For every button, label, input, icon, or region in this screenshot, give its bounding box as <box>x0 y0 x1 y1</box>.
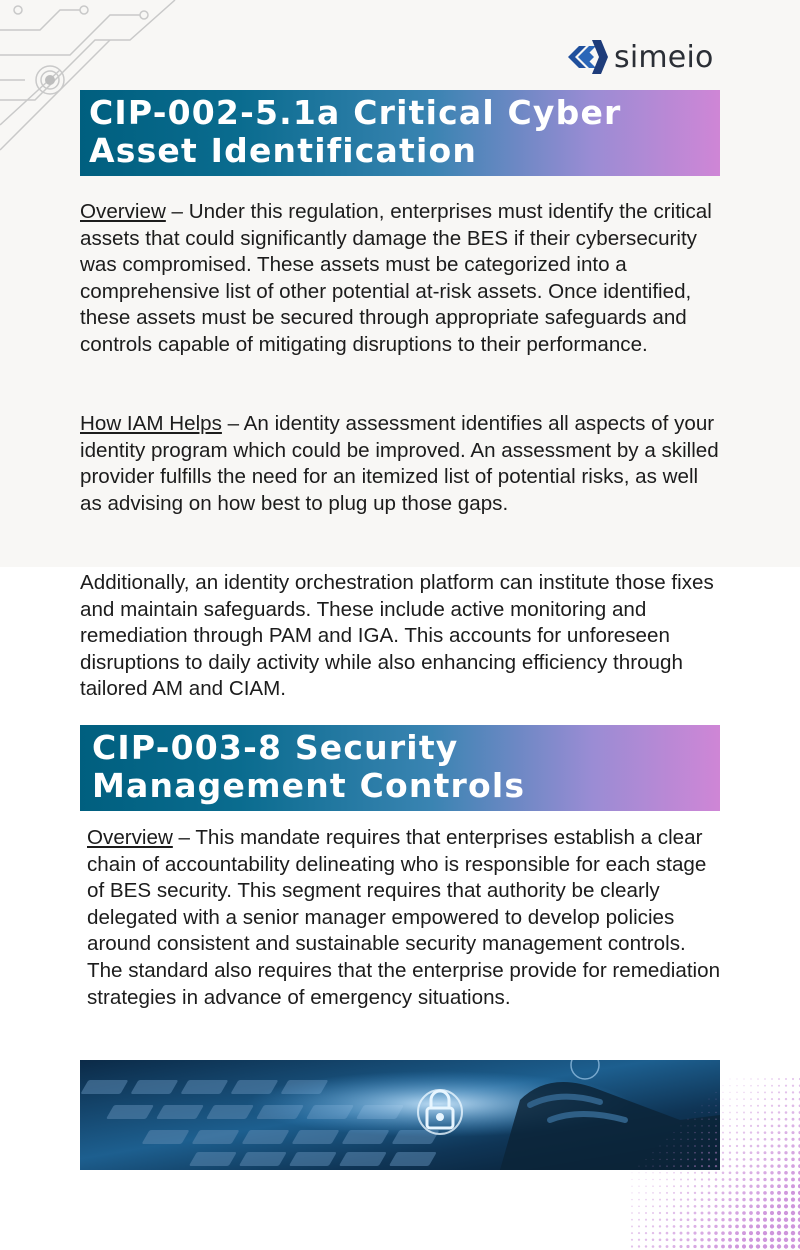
section1-title-line2: Asset Identification <box>89 131 478 170</box>
additional-paragraph: Additionally, an identity orchestration platform can institute those fixes and maintain safeguards. These include active monitoring and remediation through PAM and IGA. This accounts for unforeseen disruptions to daily activity while also enhancing efficiency through tailored AM and CIAM. <box>80 571 714 701</box>
overview-label: Overview <box>80 200 166 223</box>
section2-overview-label: Overview <box>87 826 173 849</box>
how-iam-helps-text: – An identity assessment identifies all aspects of your identity program which could be improved. An assessment by a skilled provider fulfills the need for an itemized list of potential risks, as well as advising on how best to plug up those gaps. <box>80 412 719 515</box>
brand-name: simeio <box>614 39 714 75</box>
section2-overview-paragraph <box>87 825 722 1011</box>
section2-overview-text: – This mandate requires that enterprises establish a clear chain of accountability delineating who is responsible for each stage of BES security. This segment requires that authority be clearly delegated with a senior manager empowered to develop policies around consistent and sustainable security management controls. The standard also requires that the enterprise provide for remediation strategies in advance of emergency situations. <box>87 826 721 1009</box>
security-keyboard-photo <box>80 1060 720 1170</box>
simeio-logo-icon <box>566 36 610 78</box>
section2-title-line2: Management Controls <box>92 766 526 805</box>
dot-pattern <box>628 1075 800 1250</box>
overview-text: – Under this regulation, enterprises must identify the critical assets that could significantly damage the BES if their cybersecurity was compromised. These assets must be categorized into a comprehensive list of other potential at-risk assets. Once identified, these assets must be secured through appropriate safeguards and controls capable of mitigating disruptions to their performance. <box>80 200 712 356</box>
section1-title-line1: CIP-002-5.1a Critical Cyber <box>89 93 622 132</box>
section1-overview-paragraph <box>80 199 725 359</box>
how-iam-helps-paragraph <box>80 411 725 517</box>
section2-title-banner <box>80 725 720 811</box>
section2-title-line1: CIP-003-8 Security <box>92 728 459 767</box>
section1-title-banner <box>80 90 720 176</box>
how-iam-helps-label: How IAM Helps <box>80 412 222 435</box>
simeio-logo <box>566 36 714 78</box>
